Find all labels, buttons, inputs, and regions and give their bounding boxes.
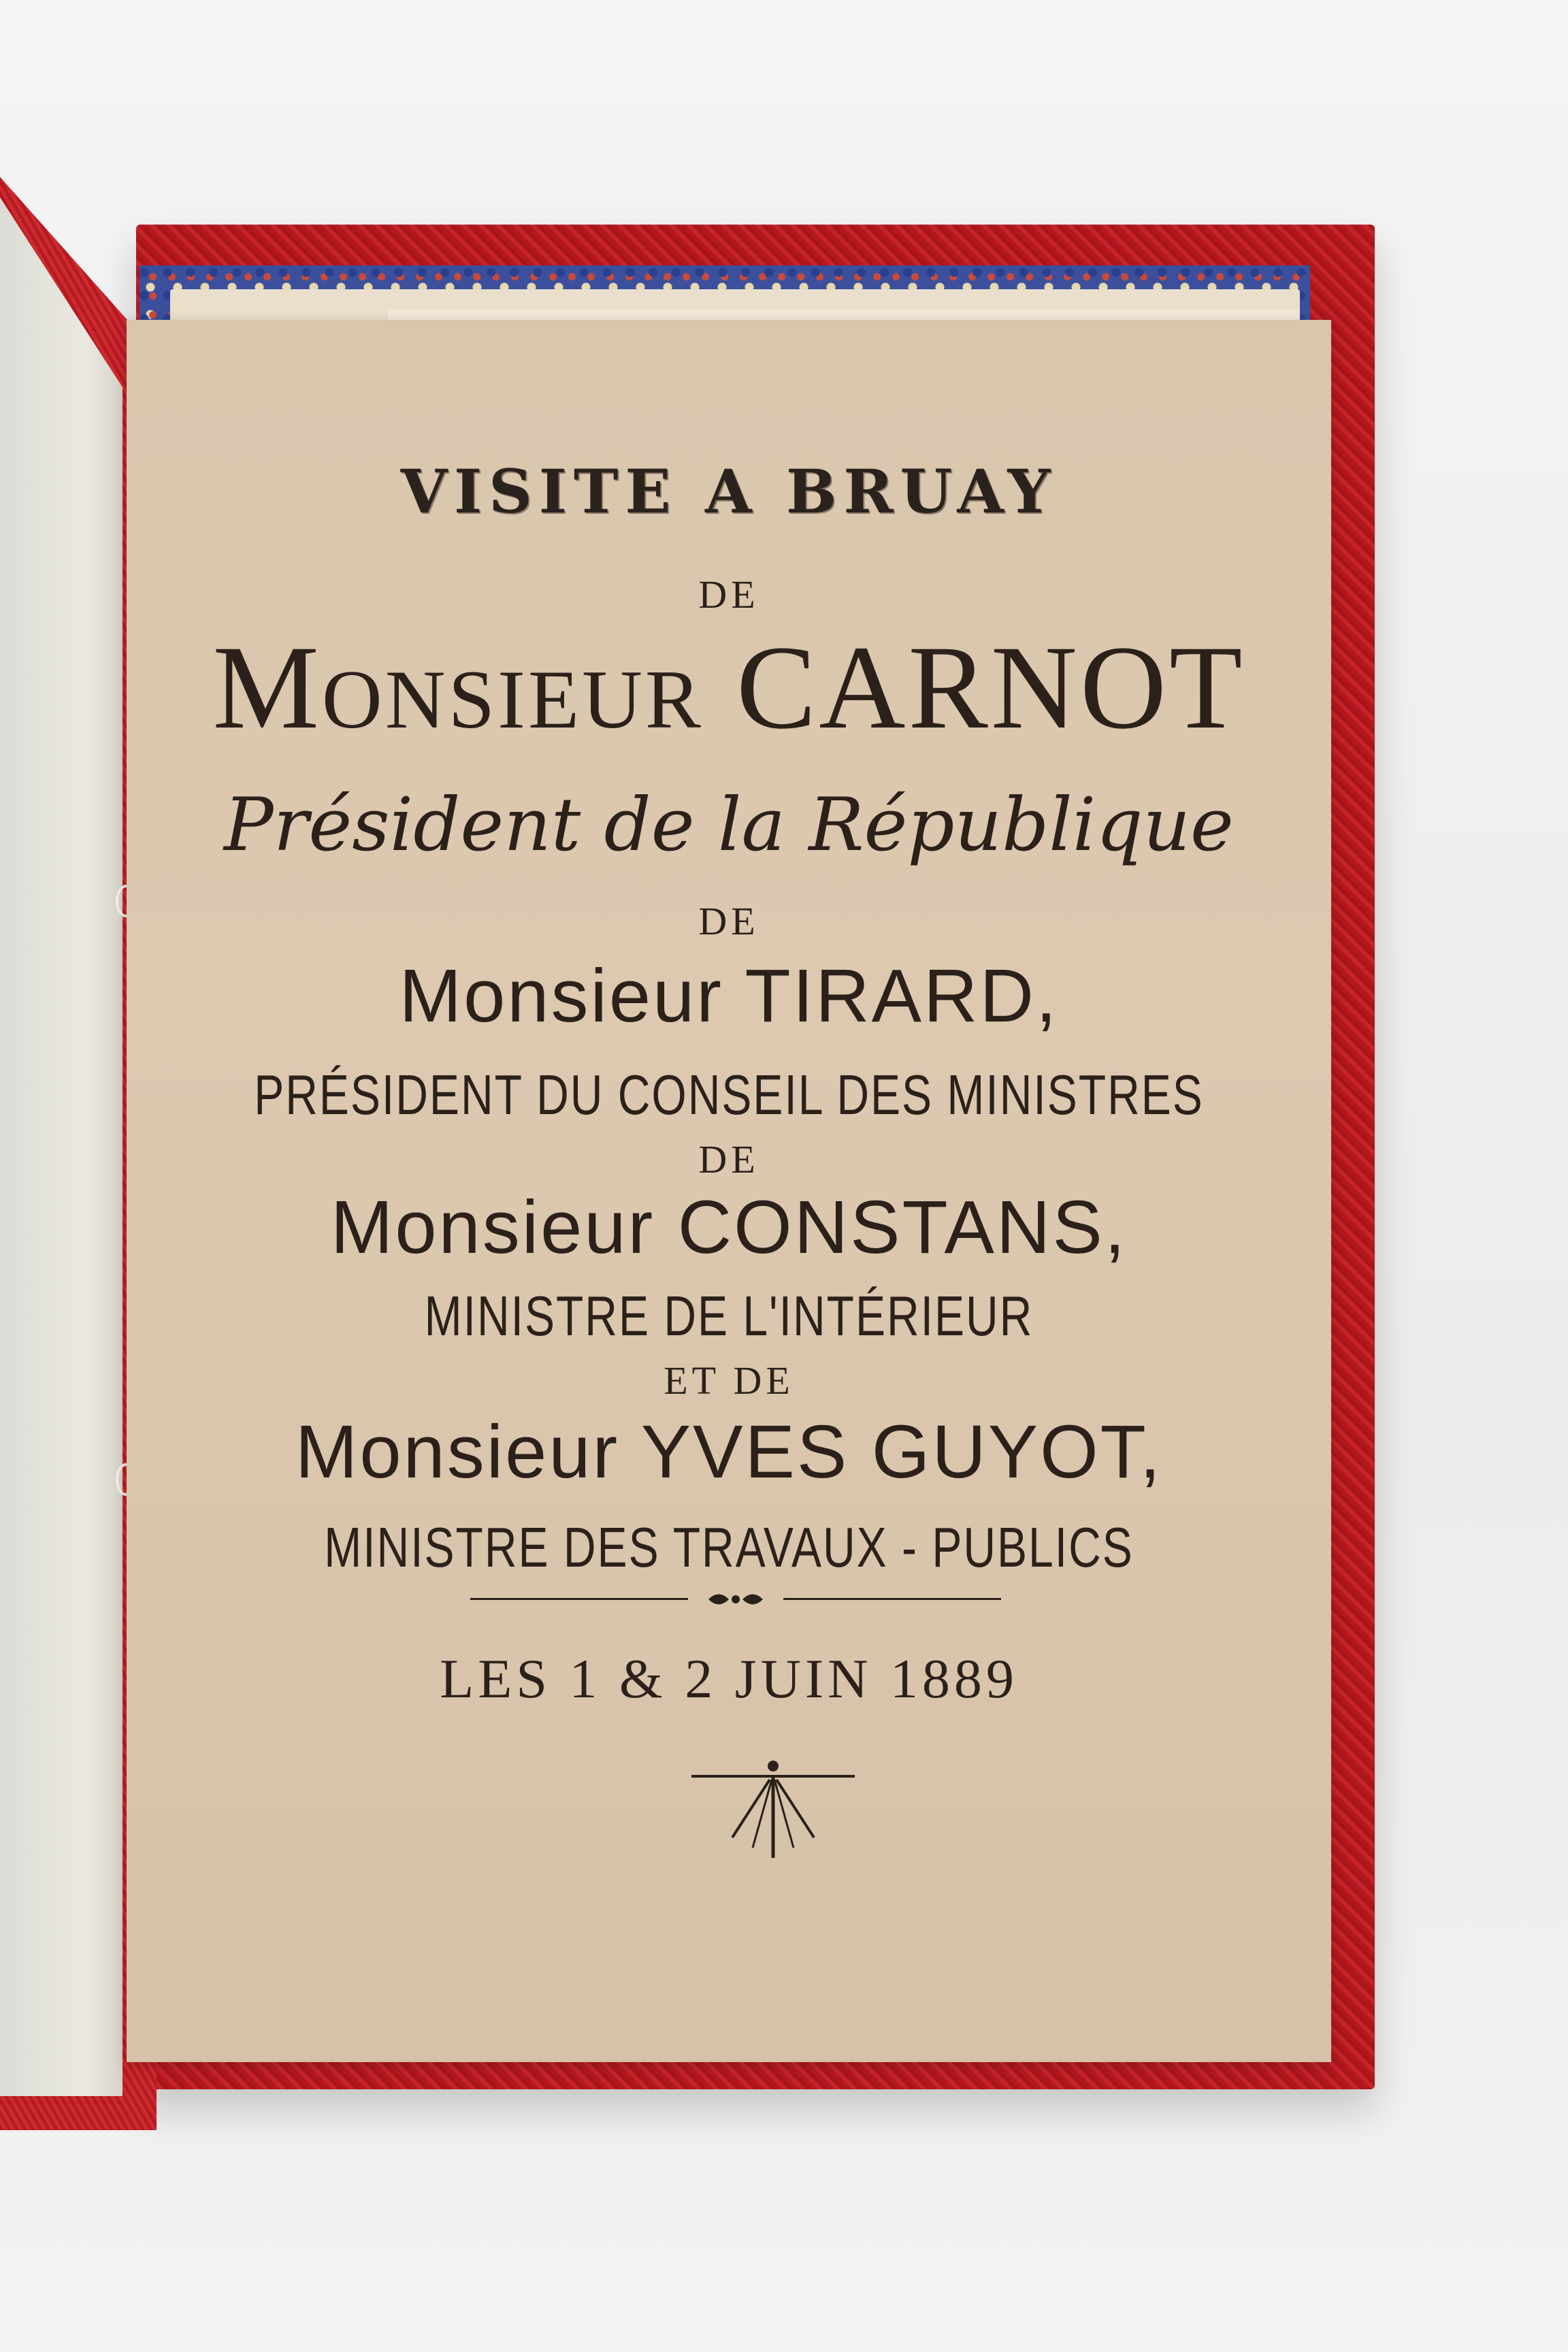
heading: VISITE A BRUAY bbox=[400, 456, 1058, 527]
sunburst-emblem-icon bbox=[685, 1742, 862, 1865]
name-constans: Monsieur CONSTANS, bbox=[330, 1186, 1128, 1269]
name-carnot: Monsieur CARNOT bbox=[212, 621, 1245, 754]
connector-et-de: ET DE bbox=[664, 1358, 794, 1403]
ornamental-rule bbox=[470, 1586, 1001, 1613]
title-page bbox=[127, 320, 1331, 2062]
role-ministre-interieur: MINISTRE DE L'INTÉRIEUR bbox=[424, 1284, 1034, 1348]
role-president-republique: Président de la République bbox=[224, 783, 1234, 868]
rule-left bbox=[470, 1598, 688, 1600]
connector-de: DE bbox=[698, 1137, 760, 1181]
fleuron-icon bbox=[702, 1586, 770, 1613]
name-tirard: Monsieur TIRARD, bbox=[399, 954, 1059, 1038]
event-date: LES 1 & 2 JUIN 1889 bbox=[440, 1648, 1018, 1710]
connector-de: DE bbox=[698, 899, 760, 943]
name-yves-guyot: Monsieur YVES GUYOT, bbox=[295, 1410, 1163, 1494]
connector-de: DE bbox=[698, 572, 760, 617]
left-page-edge bbox=[0, 197, 122, 2096]
role-ministre-travaux: MINISTRE DES TRAVAUX - PUBLICS bbox=[324, 1515, 1134, 1579]
rule-right bbox=[783, 1598, 1001, 1600]
role-president-conseil: PRÉSIDENT DU CONSEIL DES MINISTRES bbox=[254, 1062, 1204, 1126]
